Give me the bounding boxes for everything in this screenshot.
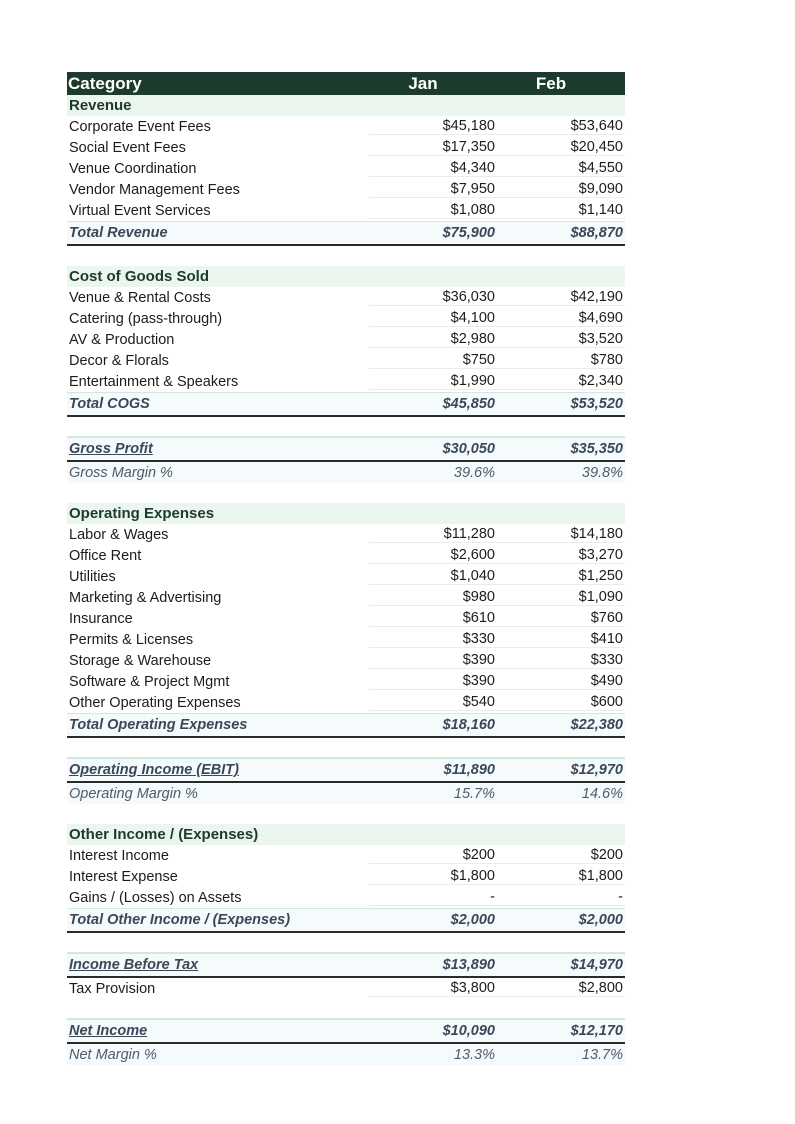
row-feb: $2,340 [497, 373, 625, 390]
row-feb: $14,180 [497, 526, 625, 543]
table-row [67, 671, 625, 692]
row-label: Catering (pass-through) [69, 310, 223, 327]
spacer [67, 417, 625, 437]
row-jan: $390 [369, 673, 497, 690]
row-jan: $4,100 [369, 310, 497, 327]
row-jan: $1,990 [369, 373, 497, 390]
row-feb: $760 [497, 610, 625, 627]
row-jan: $980 [369, 589, 497, 606]
gross-margin-row [67, 462, 625, 483]
row-feb: $42,190 [497, 289, 625, 306]
net-margin-label: Net Margin % [69, 1046, 157, 1063]
gross-margin-label: Gross Margin % [69, 464, 173, 481]
row-label: Interest Income [69, 847, 169, 864]
table-row [67, 350, 625, 371]
gross-profit-row [67, 437, 625, 462]
section-title: Revenue [69, 97, 132, 114]
row-label: Venue & Rental Costs [69, 289, 211, 306]
row-feb: $4,550 [497, 160, 625, 177]
row-jan: $45,180 [369, 118, 497, 135]
table-row [67, 587, 625, 608]
table-row [67, 650, 625, 671]
section-header-revenue [67, 95, 625, 116]
row-feb: $4,690 [497, 310, 625, 327]
spacer [67, 804, 625, 824]
ebit-label: Operating Income (EBIT) [69, 762, 239, 778]
table-row [67, 866, 625, 887]
row-jan: $7,950 [369, 181, 497, 198]
row-label: Office Rent [69, 547, 142, 564]
row-label: Permits & Licenses [69, 631, 194, 648]
total-jan: $2,000 [450, 912, 495, 928]
section-title: Cost of Goods Sold [69, 268, 209, 285]
total-jan: $45,850 [442, 396, 495, 412]
operating-margin-feb: 14.6% [581, 785, 623, 802]
row-feb: $9,090 [497, 181, 625, 198]
gross-profit-label: Gross Profit [69, 441, 153, 457]
spacer [67, 738, 625, 758]
operating-margin-label: Operating Margin % [69, 785, 198, 802]
net-income-jan: $10,090 [442, 1023, 495, 1039]
tax-provision-row [67, 978, 625, 999]
header-feb: Feb [535, 73, 567, 93]
row-feb: $1,090 [497, 589, 625, 606]
total-feb: $22,380 [570, 717, 623, 733]
table-row [67, 845, 625, 866]
row-label: Decor & Florals [69, 352, 169, 369]
row-label: Vendor Management Fees [69, 181, 240, 198]
total-row-other [67, 908, 625, 933]
table-row [67, 179, 625, 200]
row-jan: $1,800 [369, 868, 497, 885]
row-feb: - [497, 889, 625, 906]
total-label: Total Operating Expenses [69, 717, 248, 733]
table-row [67, 287, 625, 308]
row-jan: $36,030 [369, 289, 497, 306]
spacer [67, 246, 625, 266]
row-jan: $17,350 [369, 139, 497, 156]
table-row [67, 566, 625, 587]
row-feb: $1,140 [497, 202, 625, 219]
income-before-tax-label: Income Before Tax [69, 957, 199, 973]
section-title: Other Income / (Expenses) [69, 826, 259, 843]
row-label: Virtual Event Services [69, 202, 211, 219]
section-header-opex [67, 503, 625, 524]
table-row [67, 308, 625, 329]
row-label: AV & Production [69, 331, 175, 348]
row-label: Other Operating Expenses [69, 694, 241, 711]
total-feb: $2,000 [578, 912, 623, 928]
row-jan: - [369, 889, 497, 906]
ebit-jan: $11,890 [443, 762, 495, 778]
row-feb: $330 [497, 652, 625, 669]
spacer [67, 999, 625, 1019]
operating-margin-jan: 15.7% [453, 785, 495, 802]
income-before-tax-row [67, 953, 625, 978]
net-margin-jan: 13.3% [453, 1046, 495, 1063]
header-category: Category [68, 73, 142, 93]
row-jan: $750 [369, 352, 497, 369]
table-header-row [67, 72, 625, 95]
row-feb: $3,270 [497, 547, 625, 564]
row-label: Corporate Event Fees [69, 118, 211, 135]
row-label: Software & Project Mgmt [69, 673, 230, 690]
income-statement-table [67, 72, 625, 1065]
table-row [67, 158, 625, 179]
row-feb: $1,250 [497, 568, 625, 585]
row-feb: $490 [497, 673, 625, 690]
ebit-feb: $12,970 [570, 762, 623, 778]
row-label: Utilities [69, 568, 116, 585]
row-feb: $3,520 [497, 331, 625, 348]
row-feb: $53,640 [497, 118, 625, 135]
row-jan: $2,980 [369, 331, 497, 348]
income-before-tax-feb: $14,970 [570, 957, 623, 973]
row-label: Storage & Warehouse [69, 652, 212, 669]
gross-profit-feb: $35,350 [570, 441, 623, 457]
row-label: Labor & Wages [69, 526, 169, 543]
row-feb: $200 [497, 847, 625, 864]
spacer [67, 933, 625, 953]
net-income-row [67, 1019, 625, 1044]
total-label: Total COGS [69, 396, 150, 412]
table-row [67, 629, 625, 650]
table-row [67, 692, 625, 713]
row-label: Marketing & Advertising [69, 589, 222, 606]
table-row [67, 608, 625, 629]
header-jan: Jan [408, 73, 438, 93]
row-jan: $4,340 [369, 160, 497, 177]
net-income-label: Net Income [69, 1023, 148, 1039]
row-jan: $11,280 [369, 526, 497, 543]
total-label: Total Revenue [69, 225, 168, 241]
section-header-cogs [67, 266, 625, 287]
row-jan: $390 [369, 652, 497, 669]
row-jan: $330 [369, 631, 497, 648]
total-row-cogs [67, 392, 625, 417]
gross-margin-feb: 39.8% [581, 464, 623, 481]
row-jan: $2,600 [369, 547, 497, 564]
row-label: Social Event Fees [69, 139, 186, 156]
table-row [67, 137, 625, 158]
income-before-tax-jan: $13,890 [442, 957, 495, 973]
total-row-opex [67, 713, 625, 738]
total-jan: $18,160 [442, 717, 495, 733]
row-feb: $600 [497, 694, 625, 711]
section-header-other [67, 824, 625, 845]
table-row [67, 200, 625, 221]
table-row [67, 371, 625, 392]
ebit-row [67, 758, 625, 783]
row-feb: $1,800 [497, 868, 625, 885]
operating-margin-row [67, 783, 625, 804]
tax-provision-label: Tax Provision [69, 980, 156, 997]
tax-provision-feb: $2,800 [497, 980, 625, 997]
total-row-revenue [67, 221, 625, 246]
table-row [67, 887, 625, 908]
row-jan: $610 [369, 610, 497, 627]
spacer [67, 483, 625, 503]
net-margin-feb: 13.7% [581, 1046, 623, 1063]
row-feb: $20,450 [497, 139, 625, 156]
table-row [67, 329, 625, 350]
gross-profit-jan: $30,050 [442, 441, 495, 457]
net-income-feb: $12,170 [570, 1023, 623, 1039]
row-label: Gains / (Losses) on Assets [69, 889, 242, 906]
row-label: Venue Coordination [69, 160, 197, 177]
table-row [67, 116, 625, 137]
tax-provision-jan: $3,800 [369, 980, 497, 997]
table-row [67, 524, 625, 545]
net-margin-row [67, 1044, 625, 1065]
table-row [67, 545, 625, 566]
total-label: Total Other Income / (Expenses) [69, 912, 291, 928]
row-label: Insurance [69, 610, 133, 627]
row-jan: $1,080 [369, 202, 497, 219]
total-feb: $53,520 [570, 396, 623, 412]
gross-margin-jan: 39.6% [453, 464, 495, 481]
total-jan: $75,900 [442, 225, 495, 241]
row-label: Entertainment & Speakers [69, 373, 239, 390]
row-feb: $410 [497, 631, 625, 648]
row-jan: $200 [369, 847, 497, 864]
row-jan: $540 [369, 694, 497, 711]
row-feb: $780 [497, 352, 625, 369]
section-title: Operating Expenses [69, 505, 215, 522]
row-label: Interest Expense [69, 868, 178, 885]
total-feb: $88,870 [570, 225, 623, 241]
row-jan: $1,040 [369, 568, 497, 585]
